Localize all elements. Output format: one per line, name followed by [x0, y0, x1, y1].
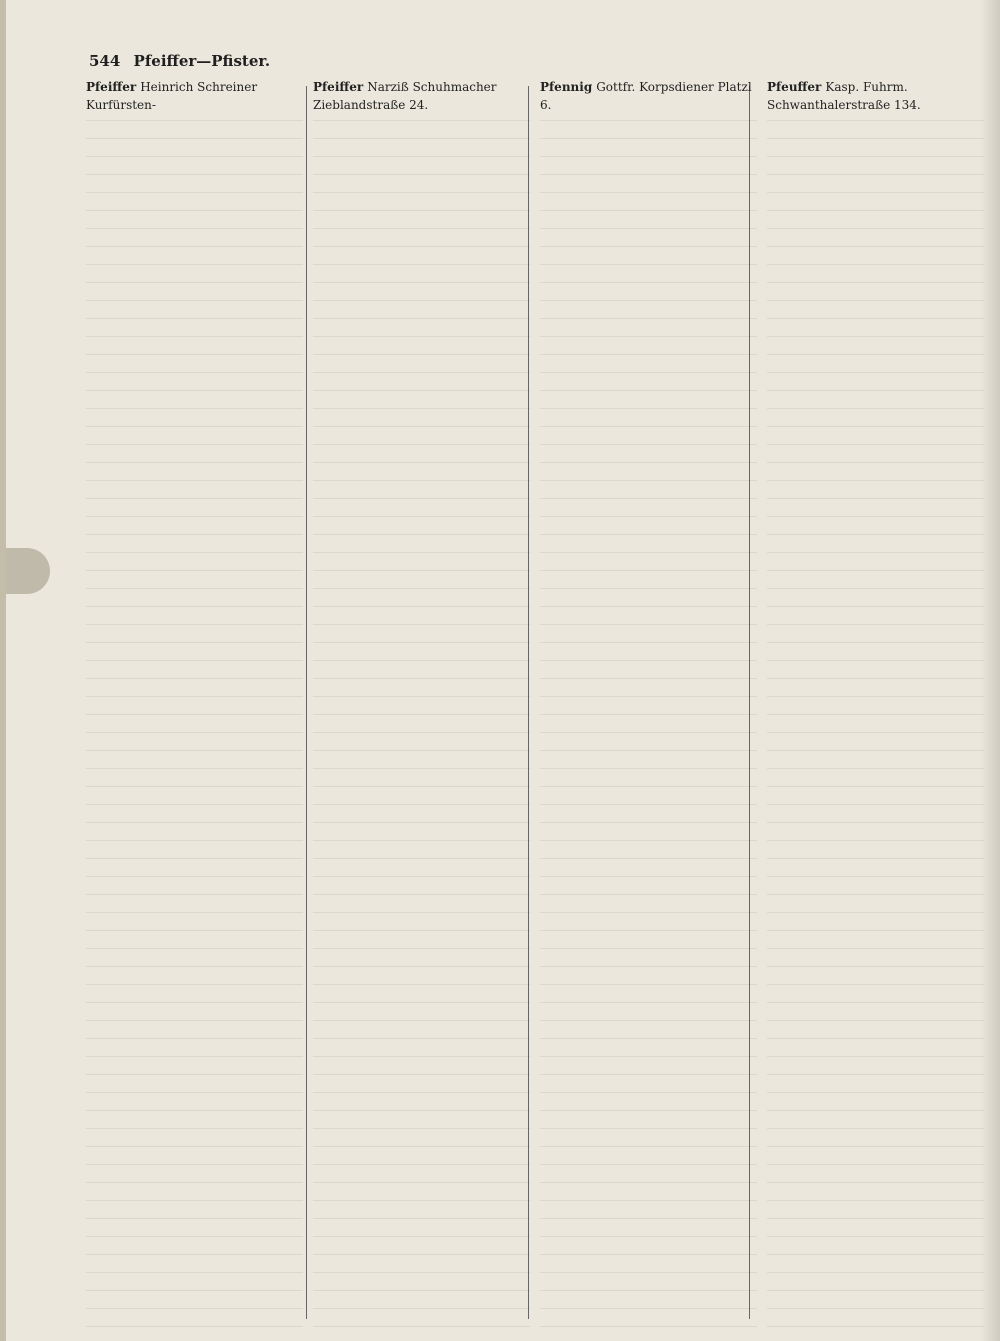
directory-column-4	[767, 78, 984, 1328]
entry-text: Gottfr. Korpsdiener Platzl 6.	[540, 80, 752, 112]
directory-column-1	[86, 78, 303, 1328]
page-title: Pfeiffer—Pfister.	[133, 52, 271, 70]
directory-column-2	[313, 78, 530, 1328]
page-binding-shadow	[6, 548, 50, 594]
directory-entry	[540, 78, 757, 114]
entry-name: Pfeuffer	[767, 80, 822, 94]
directory-column-3	[540, 78, 757, 1328]
entry-name: Pfeiffer	[313, 80, 364, 94]
entry-text: Kasp. Fuhrm. Schwanthalerstraße 134.	[767, 80, 921, 112]
directory-entry	[86, 78, 303, 114]
directory-entry	[767, 78, 984, 114]
page-header	[89, 52, 949, 80]
entry-text: Heinrich Schreiner Kurfürsten-	[86, 80, 258, 112]
directory-entry	[313, 78, 530, 114]
directory-columns	[86, 78, 986, 1328]
directory-text-placeholder	[86, 120, 303, 1328]
directory-text-placeholder	[767, 120, 984, 1328]
page-number: 544	[89, 52, 121, 70]
directory-text-placeholder	[313, 120, 530, 1328]
entry-name: Pfeiffer	[86, 80, 137, 94]
entry-name: Pfennig	[540, 80, 593, 94]
entry-text: Narziß Schuhmacher Zieblandstraße 24.	[313, 80, 497, 112]
directory-text-placeholder	[540, 120, 757, 1328]
